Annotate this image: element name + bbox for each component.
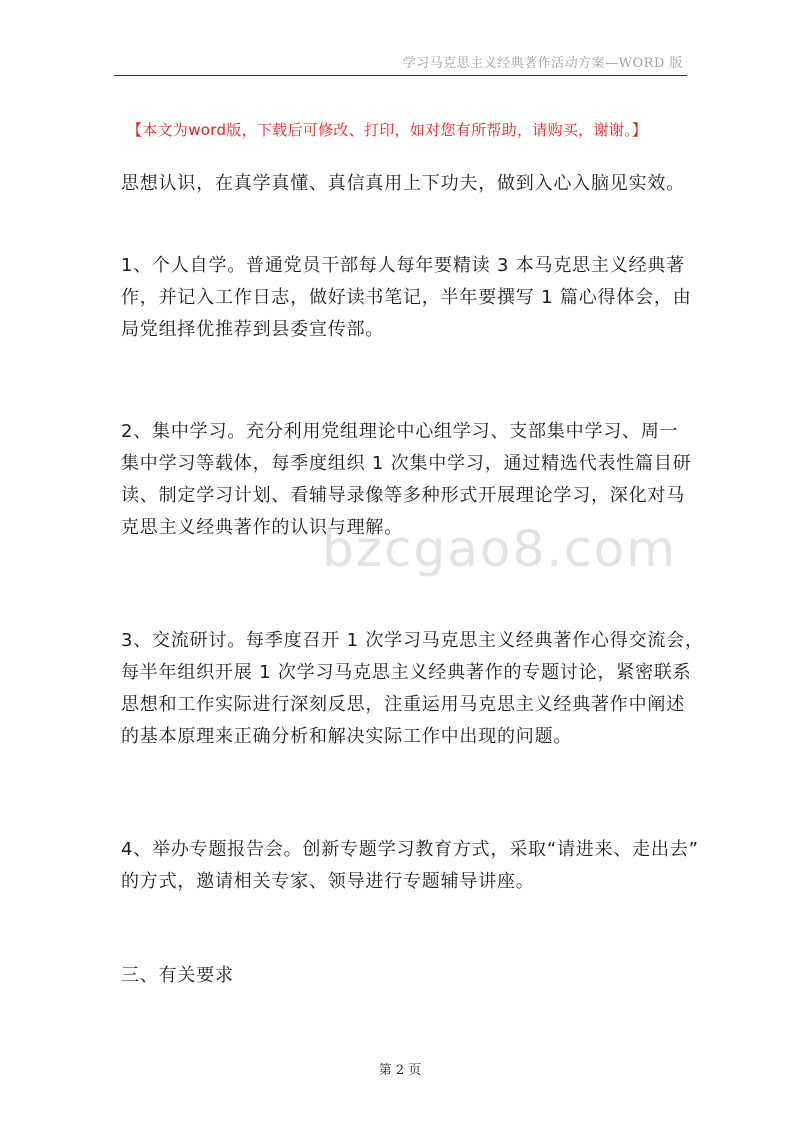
text-line: 思想认识，在真学真懂、真信真用上下功夫，做到入心入脑见实效。 [121, 173, 685, 194]
item-personal-study [121, 250, 692, 346]
item-group-study [121, 416, 692, 544]
section-heading-requirements [121, 960, 689, 992]
section-heading: 三、有关要求 [121, 965, 234, 986]
text-line: 的方式，邀请相关专家、领导进行专题辅导讲座。 [121, 871, 535, 892]
header-divider [114, 75, 687, 76]
running-header: 学习马克思主义经典著作活动方案—WORD 版 [402, 56, 683, 71]
item-lecture [121, 834, 699, 898]
text-line: 1、个人自学。普通党员干部每人每年要精读 3 本马克思主义经典著 [121, 255, 685, 276]
text-line: 的基本原理来正确分析和解决实际工作中出现的问题。 [121, 726, 573, 747]
item-discussion [121, 625, 704, 753]
text-line: 3、交流研讨。每季度召开 1 次学习马克思主义经典著作心得交流会， [121, 630, 704, 651]
text-line: 克思主义经典著作的认识与理解。 [121, 517, 403, 538]
purchase-notice: 【本文为word版，下载后可修改、打印，如对您有所帮助，请购买，谢谢。】 [127, 121, 648, 139]
text-line: 思想和工作实际进行深刻反思，注重运用马克思主义经典著作中阐述 [121, 694, 685, 715]
text-line: 集中学习等载体，每季度组织 1 次集中学习，通过精选代表性篇目研 [121, 453, 692, 474]
text-line: 2、集中学习。充分利用党组理论中心组学习、支部集中学习、周一 [121, 421, 679, 442]
text-line: 读、制定学习计划、看辅导录像等多种形式开展理论学习，深化对马 [121, 485, 685, 506]
watermark: bzcgao8.com [322, 520, 677, 578]
text-line: 局党组择优推荐到县委宣传部。 [121, 319, 385, 340]
text-line: 作，并记入工作日志，做好读书笔记，半年要撰写 1 篇心得体会，由 [121, 287, 692, 308]
text-line: 4、举办专题报告会。创新专题学习教育方式，采取“请进来、走出去” [121, 839, 699, 860]
text-line: 每半年组织开展 1 次学习马克思主义经典著作的专题讨论，紧密联系 [121, 662, 692, 683]
page-number: 第 2 页 [378, 1063, 422, 1078]
intro-paragraph [121, 168, 689, 200]
